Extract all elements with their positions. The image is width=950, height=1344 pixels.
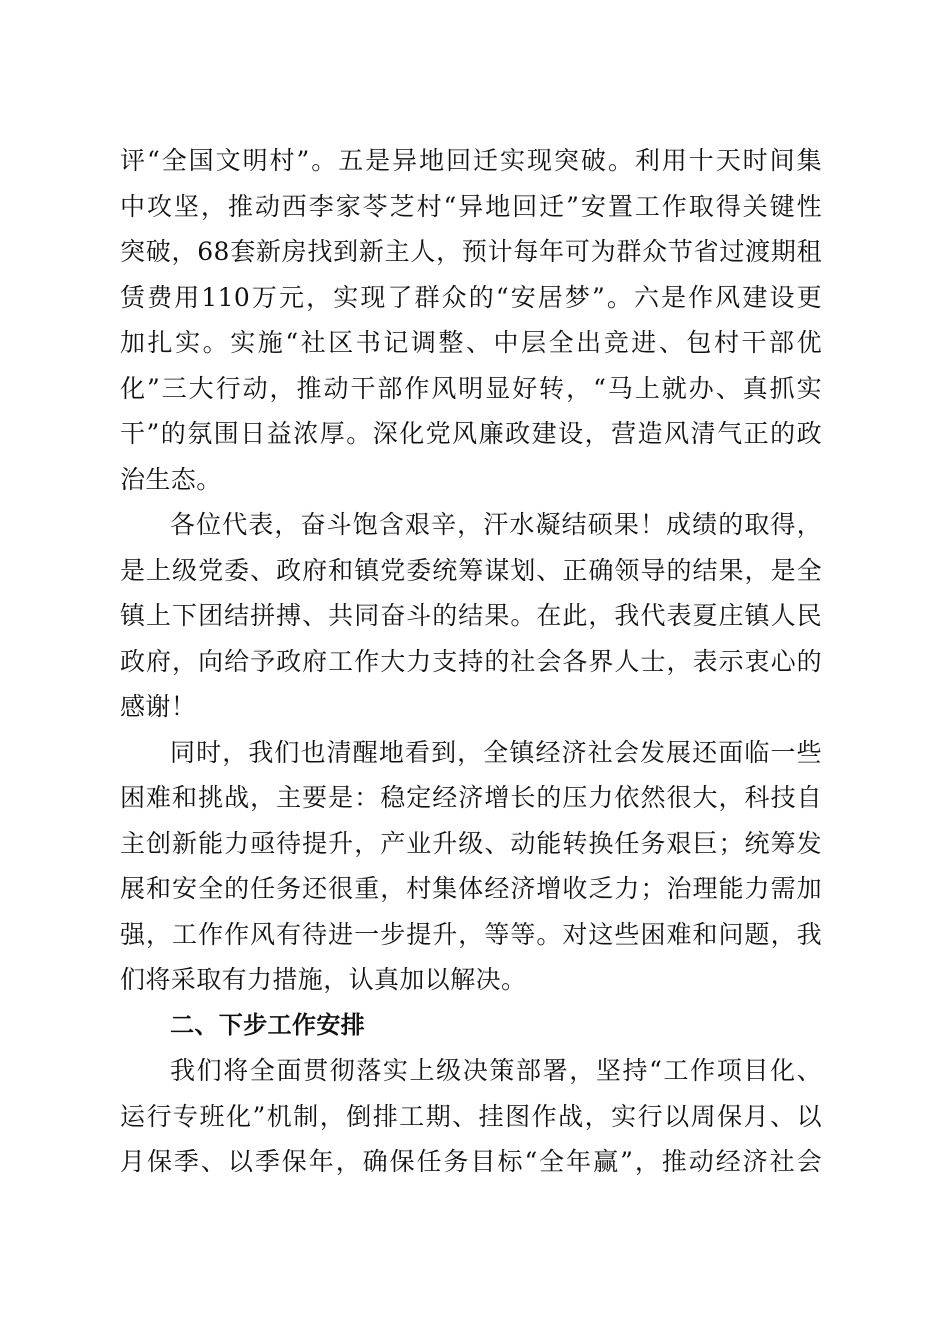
paragraph-line: 中攻坚，推动西李家苓芝村“异地回迁”安置工作取得关键性 <box>120 191 822 221</box>
paragraph-line: 镇上下团结拼搏、共同奋斗的结果。在此，我代表夏庄镇人民 <box>120 601 822 630</box>
paragraph-line: 月保季、以季保年，确保任务目标“全年赢”，推动经济社会 <box>120 1147 822 1176</box>
paragraph-line: 突破，68套新房找到新主人，预计每年可为群众节省过渡期租 <box>120 237 822 266</box>
paragraph-last-line: 治生态。 <box>120 464 222 494</box>
paragraph-line: 展和安全的任务还很重，村集体经济增收乏力；治理能力需加 <box>120 874 822 903</box>
paragraph-line: 主创新能力亟待提升，产业升级、动能转换任务艰巨；统筹发 <box>120 828 822 858</box>
paragraph-line: 评“全国文明村”。五是异地回迁实现突破。利用十天时间集 <box>120 146 822 175</box>
paragraph-line: 运行专班化”机制，倒排工期、挂图作战，实行以周保月、以 <box>120 1101 822 1131</box>
paragraph-line: 强，工作作风有待进一步提升，等等。对这些困难和问题，我 <box>120 919 822 949</box>
paragraph-last-line: 感谢！ <box>120 692 197 721</box>
paragraph-line: 加扎实。实施“社区书记调整、中层全出竞进、包村干部优 <box>120 328 822 357</box>
paragraph-first-line: 各位代表，奋斗饱含艰辛，汗水凝结硕果！成绩的取得， <box>170 510 822 539</box>
paragraph-first-line: 我们将全面贯彻落实上级决策部署，坚持“工作项目化、 <box>170 1056 822 1085</box>
paragraph-first-line: 同时，我们也清醒地看到，全镇经济社会发展还面临一些 <box>170 737 822 767</box>
paragraph-line: 化”三大行动，推动干部作风明显好转，“马上就办、真抓实 <box>120 373 822 403</box>
section-heading: 二、下步工作安排 <box>170 1010 366 1039</box>
paragraph-line: 是上级党委、政府和镇党委统筹谋划、正确领导的结果，是全 <box>120 555 822 585</box>
paragraph-last-line: 们将采取有力措施，认真加以解决。 <box>120 965 527 994</box>
document-body <box>120 138 822 1185</box>
paragraph-line: 赁费用110万元，实现了群众的“安居梦”。六是作风建设更 <box>120 282 822 312</box>
paragraph-line: 困难和挑战，主要是：稳定经济增长的压力依然很大，科技自 <box>120 783 822 812</box>
paragraph-line: 政府，向给予政府工作大力支持的社会各界人士，表示衷心的 <box>120 646 822 676</box>
paragraph-line: 干”的氛围日益浓厚。深化党风廉政建设，营造风清气正的政 <box>120 419 822 448</box>
